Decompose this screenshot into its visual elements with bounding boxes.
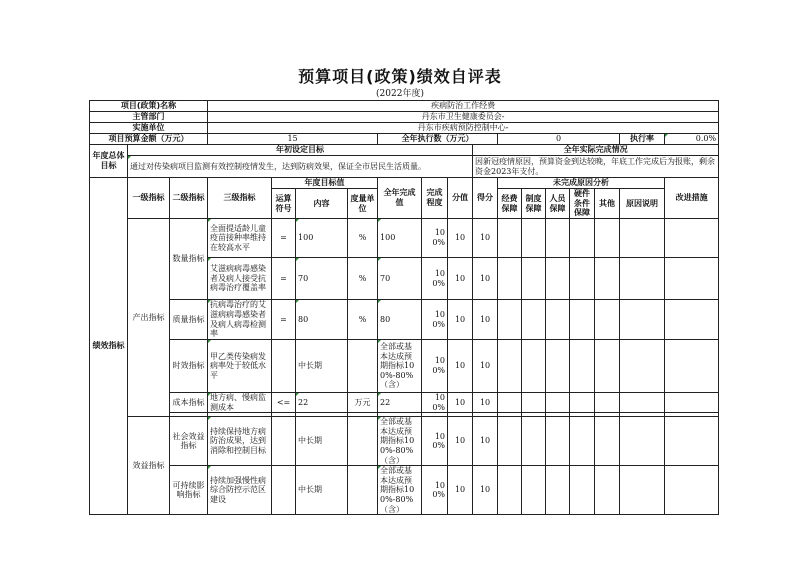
indicator-get: 10	[473, 258, 498, 300]
indicator-done: 全部或基本达成预期指标100%-80%（含）	[378, 466, 422, 515]
indicator-op: <=	[272, 393, 296, 413]
indicator-unit: 万元	[348, 393, 378, 413]
indicator-done: 70	[378, 258, 422, 300]
table-row	[90, 393, 719, 413]
budget-row	[90, 134, 719, 145]
indicator-unit	[348, 417, 378, 466]
indicator-unit: %	[348, 258, 378, 300]
get-header: 得分	[473, 178, 498, 219]
table-row	[90, 417, 719, 466]
table-row	[90, 219, 719, 258]
indicator-op: =	[272, 258, 296, 300]
rate-label: 执行率	[620, 134, 665, 145]
project-value: 疾病防治工作经费	[208, 101, 719, 112]
indicator-degree: 100%	[422, 300, 448, 340]
indicator-op	[272, 340, 296, 393]
indicator-done: 全部或基本达成预期指标100%-80%（含）	[378, 417, 422, 466]
reason-other-header: 其他	[595, 189, 620, 219]
indicator-get: 10	[473, 340, 498, 393]
indicator-degree: 100%	[422, 393, 448, 413]
indicator-name: 地方病、慢病监测成本	[208, 393, 272, 413]
indicator-score: 10	[448, 417, 473, 466]
indicator-content: 70	[296, 258, 348, 300]
exec-label: 全年执行数（万元）	[378, 134, 498, 145]
goals-set-value: 通过对传染病项目监测有效控制疫情发生，达到防病效果，保证全市居民生活质量。	[128, 156, 473, 178]
indicator-score: 10	[448, 340, 473, 393]
lvl1-header: 一级指标	[128, 178, 170, 219]
indicator-done: 全部或基本达成预期指标100%-80%（含）	[378, 340, 422, 393]
score-header: 分值	[448, 178, 473, 219]
time-group: 时效指标	[170, 340, 208, 393]
indicator-name: 持续保持地方病防治成果，达到消除和控制目标	[208, 417, 272, 466]
evaluation-table	[89, 100, 719, 515]
project-label: 项目(政策)名称	[90, 101, 208, 112]
indicator-content: 中长期	[296, 417, 348, 466]
indicator-get: 10	[473, 417, 498, 466]
indicator-degree: 100%	[422, 417, 448, 466]
indicator-unit	[348, 466, 378, 515]
cost-group: 成本指标	[170, 393, 208, 413]
lvl3-header: 三级指标	[208, 178, 272, 219]
sustain-group: 可持续影响指标	[170, 466, 208, 515]
form-year: (2022年度)	[376, 89, 424, 99]
reason-staff-header: 人员保障	[546, 189, 570, 219]
indicator-degree: 100%	[422, 466, 448, 515]
reason-funds-header: 经费保障	[498, 189, 522, 219]
perf-label: 绩效指标	[90, 178, 128, 515]
indicator-unit: %	[348, 300, 378, 340]
indicator-header-row	[90, 178, 719, 189]
indicator-get: 10	[473, 393, 498, 413]
indicator-score: 10	[448, 466, 473, 515]
reason-header: 未完成原因分析	[498, 178, 665, 189]
op-header: 运算符号	[272, 189, 296, 219]
dept-row	[90, 112, 719, 123]
indicator-name: 持续加强慢性病综合防控示范区建设	[208, 466, 272, 515]
reason-hardware-header: 硬件条件保障	[570, 189, 595, 219]
dept-label: 主管部门	[90, 112, 208, 123]
unit-label: 实施单位	[90, 123, 208, 134]
goals-set-label: 年初设定目标	[128, 145, 473, 156]
table-row	[90, 466, 719, 515]
unit-header: 度量单位	[348, 189, 378, 219]
indicator-degree: 100%	[422, 219, 448, 258]
indicator-content: 100	[296, 219, 348, 258]
unit-value: 丹东市疾病预防控制中心-	[208, 123, 719, 134]
goals-content-row	[90, 156, 719, 178]
indicator-name: 全面提适龄儿童疫苗接种率维持在较高水平	[208, 219, 272, 258]
indicator-content: 中长期	[296, 340, 348, 393]
done-header: 全年完成值	[378, 178, 422, 219]
indicator-name: 抗病毒治疗的艾滋病病毒感染者及病人病毒检测率	[208, 300, 272, 340]
content-header: 内容	[296, 189, 348, 219]
indicator-content: 80	[296, 300, 348, 340]
table-row	[90, 340, 719, 393]
reason-system-header: 制度保障	[522, 189, 546, 219]
indicator-score: 10	[448, 300, 473, 340]
indicator-degree: 100%	[422, 258, 448, 300]
form-title: 预算项目(政策)绩效自评表	[298, 67, 502, 86]
goals-header-row	[90, 145, 719, 156]
exec-value: 0	[498, 134, 620, 145]
indicator-unit	[348, 340, 378, 393]
target-header: 年度目标值	[272, 178, 378, 189]
budget-label: 项目预算金额（万元）	[90, 134, 208, 145]
indicator-degree: 100%	[422, 340, 448, 393]
indicator-done: 80	[378, 300, 422, 340]
indicator-name: 甲乙类传染病发病率处于较低水平	[208, 340, 272, 393]
indicator-op	[272, 466, 296, 515]
indicator-get: 10	[473, 300, 498, 340]
indicator-content: 22	[296, 393, 348, 413]
indicator-get: 10	[473, 466, 498, 515]
table-row	[90, 300, 719, 340]
indicator-op	[272, 417, 296, 466]
goals-actual-value: 因新冠疫情原因，预算资金到达较晚，年底工作完成后为报账，剩余资金2023年支付。	[473, 156, 719, 178]
goals-label: 年度总体目标	[90, 145, 128, 178]
unit-row	[90, 123, 719, 134]
indicator-done: 100	[378, 219, 422, 258]
indicator-done: 22	[378, 393, 422, 413]
project-row	[90, 101, 719, 112]
indicator-score: 10	[448, 393, 473, 413]
benefit-group: 效益指标	[128, 417, 170, 515]
qty-group: 数量指标	[170, 219, 208, 300]
indicator-name: 艾滋病病毒感染者及病人接受抗病毒治疗覆盖率	[208, 258, 272, 300]
indicator-op: =	[272, 219, 296, 258]
indicator-get: 10	[473, 219, 498, 258]
lvl2-header: 二级指标	[170, 178, 208, 219]
budget-value: 15	[208, 134, 378, 145]
qual-group: 质量指标	[170, 300, 208, 340]
reason-note-header: 原因说明	[620, 189, 665, 219]
degree-header: 完成程度	[422, 178, 448, 219]
indicator-content: 中长期	[296, 466, 348, 515]
goals-actual-label: 全年实际完成情况	[473, 145, 719, 156]
output-group: 产出指标	[128, 219, 170, 417]
rate-value: 0.0%	[665, 134, 719, 145]
social-group: 社会效益指标	[170, 417, 208, 466]
fix-header: 改进措施	[665, 178, 719, 219]
indicator-op: =	[272, 300, 296, 340]
indicator-score: 10	[448, 258, 473, 300]
indicator-unit: %	[348, 219, 378, 258]
indicator-score: 10	[448, 219, 473, 258]
dept-value: 丹东市卫生健康委员会-	[208, 112, 719, 123]
